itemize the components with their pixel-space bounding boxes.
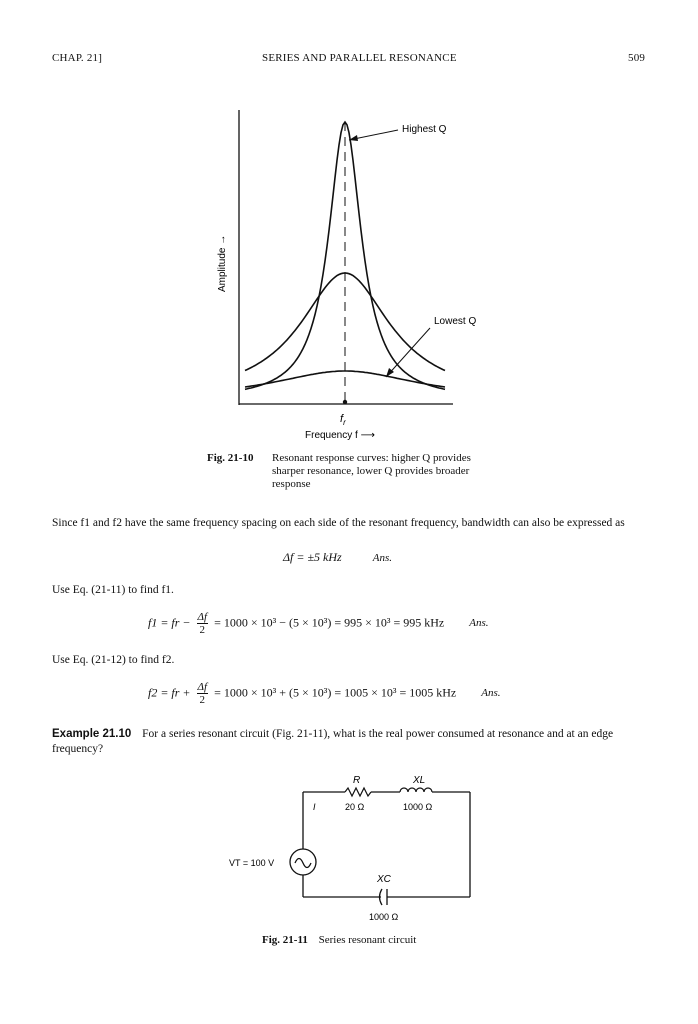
y-axis-label: Amplitude → — [217, 234, 228, 292]
equation-bandwidth: Δf = ±5 kHz Ans. — [283, 550, 392, 564]
running-title: SERIES AND PARALLEL RESONANCE — [262, 52, 457, 64]
resonance-marker — [343, 400, 347, 404]
current-label: I — [313, 802, 316, 812]
caption-line: sharper resonance, lower Q provides broader — [272, 465, 470, 477]
example-21-10 — [52, 727, 652, 757]
series-circuit-figure — [215, 770, 495, 925]
step-find-f2: Use Eq. (21-12) to find f2. — [52, 654, 175, 666]
figure-21-11-caption — [262, 934, 416, 947]
x-axis-label: Frequency f ⟶ — [305, 430, 375, 441]
inductor-value: 1000 Ω — [403, 802, 433, 812]
lowest-q-label: Lowest Q — [434, 316, 477, 327]
inductor-symbol — [400, 788, 432, 792]
figure-21-11-text: Series resonant circuit — [318, 934, 417, 946]
figure-21-10-number: Fig. 21-10 — [207, 452, 254, 464]
resistor-symbol — [345, 788, 371, 796]
lowest-q-arrow — [386, 328, 430, 377]
page-number: 509 — [628, 52, 646, 64]
step-find-f1: Use Eq. (21-11) to find f1. — [52, 584, 174, 596]
resistor-value: 20 Ω — [345, 802, 365, 812]
figure-21-10-caption — [207, 452, 507, 491]
highest-q-label: Highest Q — [402, 124, 447, 135]
example-text: For a series resonant circuit (Fig. 21-11), what is the real power consumed at resonance and at an edge frequency? — [52, 728, 614, 755]
figure-21-11-number: Fig. 21-11 — [262, 934, 308, 946]
source-voltage-label: VT = 100 V — [229, 858, 275, 868]
caption-line: Resonant response curves: higher Q provides — [272, 452, 471, 464]
equation-f2: f2 = fr + $\frac{\Delta f}{2}$ = 1000 × 10³ + (5 × 10³) = 1005 × 10³ = 1005 kHz Ans. — [148, 681, 501, 706]
capacitor-value: 1000 Ω — [369, 912, 399, 922]
chapter-label: CHAP. 21] — [52, 52, 103, 64]
paragraph-bandwidth: Since f1 and f2 have the same frequency spacing on each side of the resonant frequency, bandwidth can also be expressed as — [52, 517, 625, 529]
example-label: Example 21.10 — [52, 728, 132, 740]
resonant-frequency-label: $f_r$ — [340, 413, 346, 427]
resistor-label: R — [353, 775, 361, 786]
fraction: $\frac{\Delta f}{2}$ — [197, 681, 208, 706]
caption-line: response — [272, 478, 311, 490]
equation-f1: f1 = fr − $\frac{\Delta f}{2}$ = 1000 × 10³ − (5 × 10³) = 995 × 10³ = 995 kHz Ans. — [148, 611, 489, 636]
fraction: $\frac{\Delta f}{2}$ — [197, 611, 208, 636]
capacitor-label: XC — [377, 874, 391, 885]
resonance-curves-figure — [200, 100, 477, 445]
inductor-label: XL — [413, 775, 426, 786]
